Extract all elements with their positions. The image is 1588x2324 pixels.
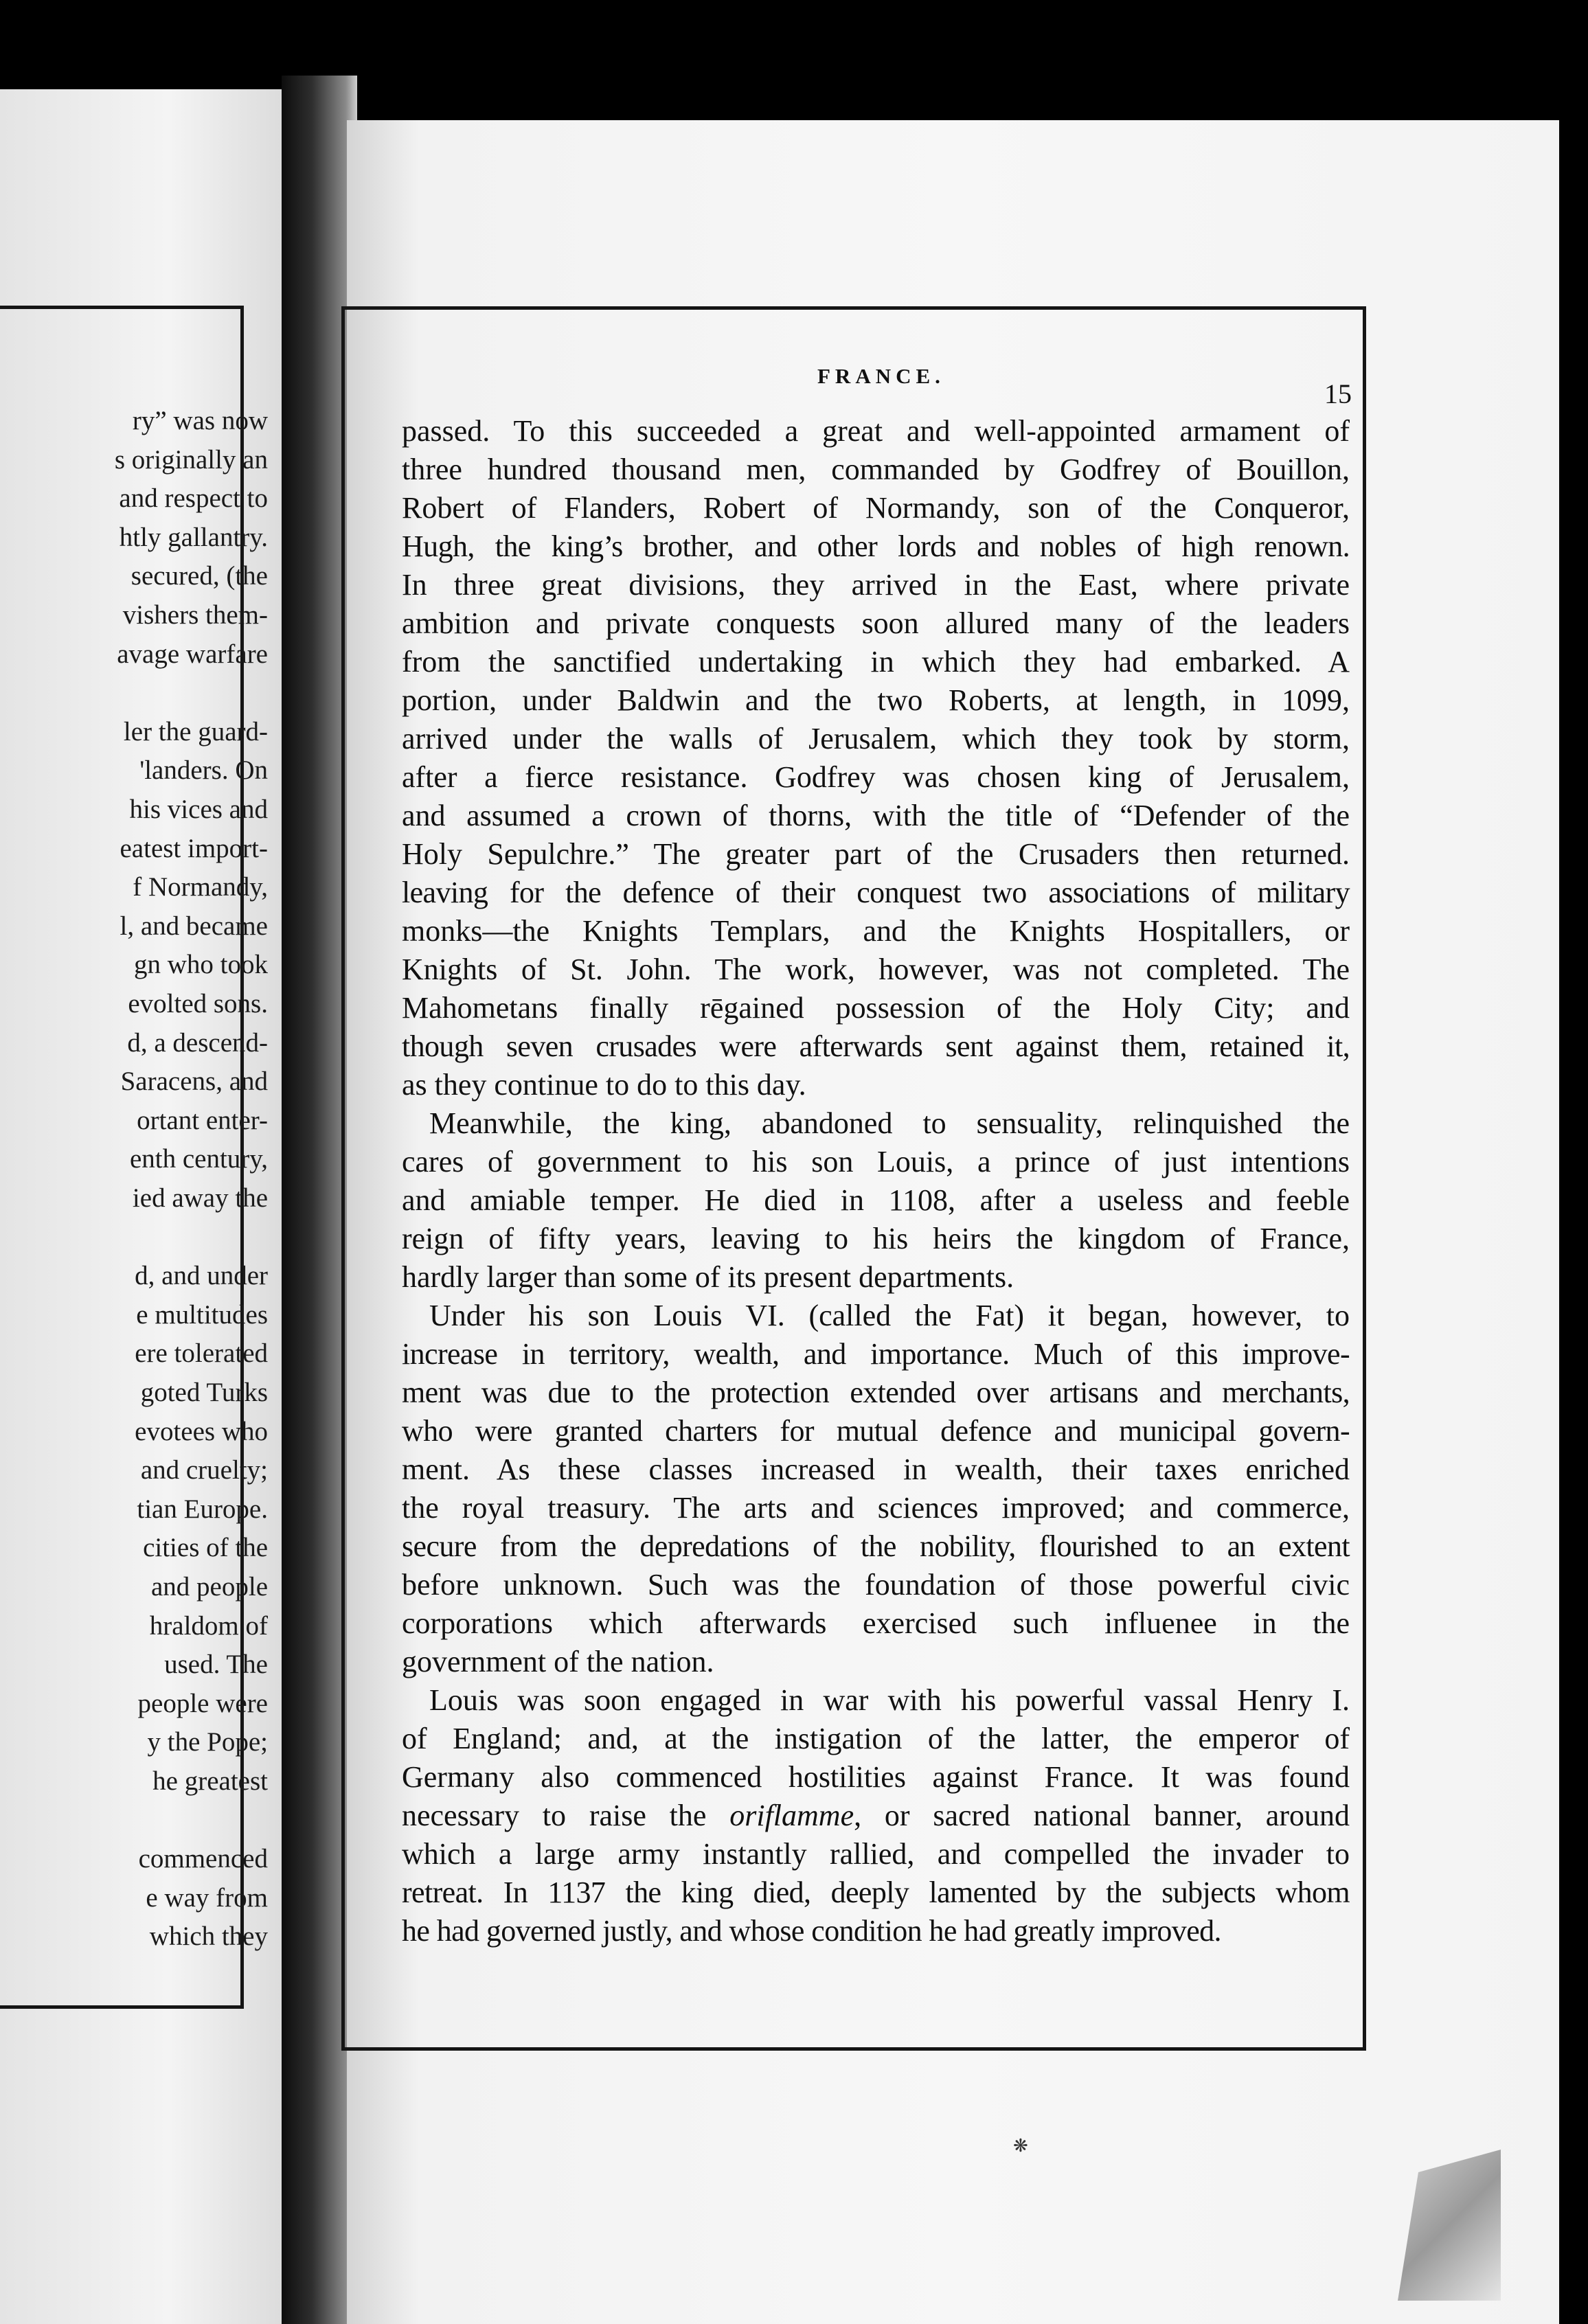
- text-line: passed. To this succeeded a great and well-appointed armament of: [402, 414, 1350, 448]
- previous-page-line: his vices and: [129, 795, 268, 824]
- text-line: secure from the depredations of the nobility, flourished to an extent: [402, 1529, 1350, 1563]
- text-line: which a large army instantly rallied, and compelled the invader to: [402, 1837, 1350, 1871]
- text-line: increase in territory, wealth, and importance. Much of this improve-: [402, 1337, 1350, 1371]
- previous-page-line: s originally an: [114, 444, 268, 475]
- previous-page-line: ied away the: [132, 1183, 268, 1213]
- previous-page-line: l, and became: [120, 911, 268, 941]
- previous-page-line: hraldom of: [149, 1610, 268, 1641]
- text-line: portion, under Baldwin and the two Roberts, at length, in 1099,: [402, 683, 1350, 717]
- text-line: corporations which afterwards exercised such influenee in the: [402, 1606, 1350, 1640]
- text-line: Robert of Flanders, Robert of Normandy, son of the Conqueror,: [402, 491, 1350, 525]
- text-line: Hugh, the king’s brother, and other lords and nobles of high renown.: [402, 529, 1350, 563]
- text-line: government of the nation.: [402, 1645, 714, 1678]
- previous-page-line: commenced: [138, 1844, 268, 1874]
- previous-page-line: htly gallantry.: [119, 522, 268, 552]
- previous-page-line: and respect to: [119, 483, 268, 514]
- text-line: Germany also commenced hostilities against France. It was found: [402, 1760, 1350, 1794]
- text-line: hardly larger than some of its present departments.: [402, 1260, 1014, 1294]
- text-line: ment. As these classes increased in wealth, their taxes enriched: [402, 1452, 1350, 1486]
- text-line: cares of government to his son Louis, a prince of just intentions: [402, 1145, 1350, 1178]
- previous-page-line: y the Pope;: [147, 1727, 268, 1757]
- text-line-start: necessary to raise the: [402, 1799, 730, 1832]
- text-line: Holy Sepulchre.” The greater part of the Crusaders then returned.: [402, 837, 1350, 871]
- text-line: of England; and, at the instigation of the latter, the emperor of: [402, 1722, 1350, 1755]
- text-line: monks—the Knights Templars, and the Knights Hospitallers, or: [402, 914, 1350, 948]
- previous-page-line: ry” was now: [132, 406, 268, 435]
- previous-page-line: f Normandy,: [133, 872, 268, 902]
- previous-page-line: secured, (the: [131, 561, 268, 591]
- previous-page-line: vishers them-: [122, 600, 268, 630]
- previous-page-line: 'landers. On: [139, 755, 268, 786]
- previous-page-line: ortant enter-: [137, 1105, 268, 1135]
- text-line: and assumed a crown of thorns, with the title of “Defender of the: [402, 799, 1350, 832]
- previous-page-line: d, a descend-: [127, 1027, 268, 1058]
- previous-page-line: evolted sons.: [128, 989, 268, 1018]
- previous-page-line: and cruelty;: [140, 1455, 268, 1485]
- previous-page-line: goted Turks: [140, 1378, 268, 1407]
- previous-page-line: avage warfare: [117, 639, 268, 669]
- italic-term: oriflamme: [729, 1799, 854, 1832]
- text-line: retreat. In 1137 the king died, deeply lamented by the subjects whom: [402, 1876, 1350, 1909]
- text-line: after a fierce resistance. Godfrey was chosen king of Jerusalem,: [402, 760, 1350, 794]
- running-head: FRANCE.: [817, 364, 945, 388]
- text-line: and amiable temper. He died in 1108, after a useless and feeble: [402, 1183, 1350, 1217]
- text-line: who were granted charters for mutual defence and municipal govern-: [402, 1414, 1350, 1448]
- text-line: In three great divisions, they arrived in the East, where private: [402, 568, 1350, 602]
- text-line: from the sanctified undertaking in which they had embarked. A: [402, 645, 1350, 679]
- text-line: [402, 1797, 1350, 1835]
- previous-page-line: and people: [150, 1572, 268, 1602]
- text-line-rest: , or sacred national banner, around: [854, 1799, 1350, 1832]
- text-line: Mahometans finally rēgained possession of the Holy City; and: [402, 991, 1350, 1025]
- text-line: reign of fifty years, leaving to his heirs the kingdom of France,: [402, 1222, 1350, 1255]
- text-line: the royal treasury. The arts and sciences improved; and commerce,: [402, 1491, 1350, 1525]
- text-line: Knights of St. John. The work, however, was not completed. The: [402, 953, 1350, 986]
- printer-ornament-icon: ❋: [1013, 2136, 1028, 2156]
- previous-page-line: enth century,: [129, 1144, 268, 1174]
- previous-page-line: e way from: [146, 1882, 268, 1913]
- previous-page-line: gn who took: [134, 950, 268, 980]
- previous-page-line: evotees who: [135, 1416, 268, 1446]
- previous-page-line: people were: [137, 1688, 268, 1718]
- text-line: Louis was soon engaged in war with his powerful vassal Henry I.: [429, 1683, 1350, 1717]
- text-line: he had governed justly, and whose condition he had greatly improved.: [402, 1914, 1221, 1948]
- previous-page-line: which they: [149, 1922, 268, 1952]
- previous-page-line: Saracens, and: [120, 1067, 268, 1097]
- previous-page-line: used. The: [164, 1650, 268, 1680]
- previous-page-line: tian Europe.: [137, 1494, 268, 1524]
- text-line: Meanwhile, the king, abandoned to sensuality, relinquished the: [429, 1106, 1350, 1140]
- previous-page-line: d, and under: [135, 1261, 268, 1291]
- text-line: ambition and private conquests soon allured many of the leaders: [402, 606, 1350, 640]
- text-line: three hundred thousand men, commanded by Godfrey of Bouillon,: [402, 453, 1350, 486]
- text-line: arrived under the walls of Jerusalem, which they took by storm,: [402, 722, 1350, 755]
- previous-page-line: eatest import-: [120, 833, 268, 863]
- text-line: leaving for the defence of their conquest two associations of military: [402, 876, 1350, 909]
- text-line: ment was due to the protection extended over artisans and merchants,: [402, 1376, 1350, 1409]
- text-line: before unknown. Such was the foundation of those powerful civic: [402, 1568, 1350, 1602]
- previous-page-line: cities of the: [143, 1533, 268, 1563]
- page-number: 15: [1324, 378, 1352, 409]
- text-line: though seven crusades were afterwards sent against them, retained it,: [402, 1029, 1350, 1063]
- previous-page-line: he greatest: [152, 1766, 268, 1796]
- body-text: [402, 412, 1350, 1950]
- previous-page-line: e multitudes: [136, 1299, 268, 1330]
- previous-page-line: ler the guard-: [123, 716, 268, 747]
- text-line: Under his son Louis VI. (called the Fat) it began, however, to: [429, 1299, 1350, 1332]
- text-line: as they continue to do to this day.: [402, 1068, 806, 1102]
- previous-page-line: ere tolerated: [135, 1338, 268, 1369]
